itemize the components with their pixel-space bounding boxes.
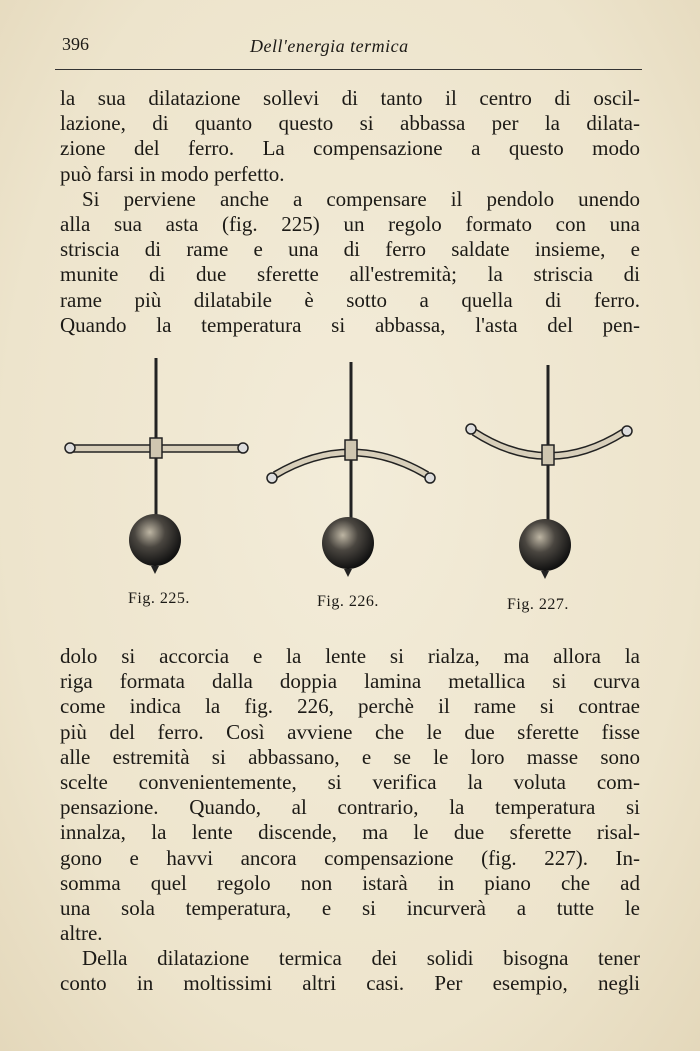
figure-227-caption: Fig. 227. <box>507 596 569 613</box>
text-line: dolo si accorcia e la lente si rialza, ma allora la <box>60 644 640 668</box>
text-line: alle estremità si abbassano, e se le loro masse sono <box>60 744 640 769</box>
figure-225-pendulum <box>65 358 248 574</box>
text-line: zione del ferro. La compensazione a questo modo <box>60 136 640 161</box>
text-line: munite di due sferette all'estremità; la striscia di <box>60 262 640 287</box>
figure-227-pendulum <box>466 365 632 579</box>
text-line: rame più dilatabile è sotto a quella di ferro. <box>60 287 640 312</box>
text-line: gono e havvi ancora compensazione (fig. 227). In- <box>60 845 640 870</box>
text-line: Della dilatazione termica dei solidi bisogna tener <box>82 946 640 971</box>
text-line: lazione, di quanto questo si abbassa per la dilata- <box>60 111 640 136</box>
text-block-top <box>60 86 640 338</box>
figure-226-pendulum <box>267 362 435 577</box>
figure-225-caption: Fig. 225. <box>128 590 190 607</box>
text-line: innalza, la lente discende, ma le due sferette risal- <box>60 820 640 845</box>
header-rule <box>55 69 642 70</box>
text-line: scelte convenientemente, si verifica la voluta com- <box>60 769 640 794</box>
text-line: come indica la fig. 226, perchè il rame si contrae <box>60 694 640 719</box>
text-line: più del ferro. Così avviene che le due sferette fisse <box>60 719 640 744</box>
text-block-bottom <box>60 644 640 997</box>
text-line: striscia di rame e una di ferro saldate insieme, e <box>60 237 640 262</box>
text-line: riga formata dalla doppia lamina metallica si curva <box>60 669 640 694</box>
text-line: può farsi in modo perfetto. <box>60 161 285 186</box>
text-line: una sola temperatura, e si incurverà a tutte le <box>60 895 640 920</box>
running-title: Dell'energia termica <box>250 36 409 56</box>
text-line: alla sua asta (fig. 225) un regolo formato con una <box>60 211 640 236</box>
text-line: altre. <box>60 921 103 946</box>
text-line: Quando la temperatura si abbassa, l'asta del pen- <box>60 312 640 337</box>
text-line: conto in moltissimi altri casi. Per esempio, negli <box>60 971 640 996</box>
text-line: la sua dilatazione sollevi di tanto il centro di oscil- <box>60 86 640 110</box>
text-line: Si perviene anche a compensare il pendolo unendo <box>82 186 640 211</box>
page-number: 396 <box>62 34 89 54</box>
figure-226-caption: Fig. 226. <box>317 593 379 610</box>
text-line: pensazione. Quando, al contrario, la temperatura si <box>60 795 640 820</box>
pendulum-figures <box>0 340 700 600</box>
text-line: somma quel regolo non istarà in piano che ad <box>60 870 640 895</box>
